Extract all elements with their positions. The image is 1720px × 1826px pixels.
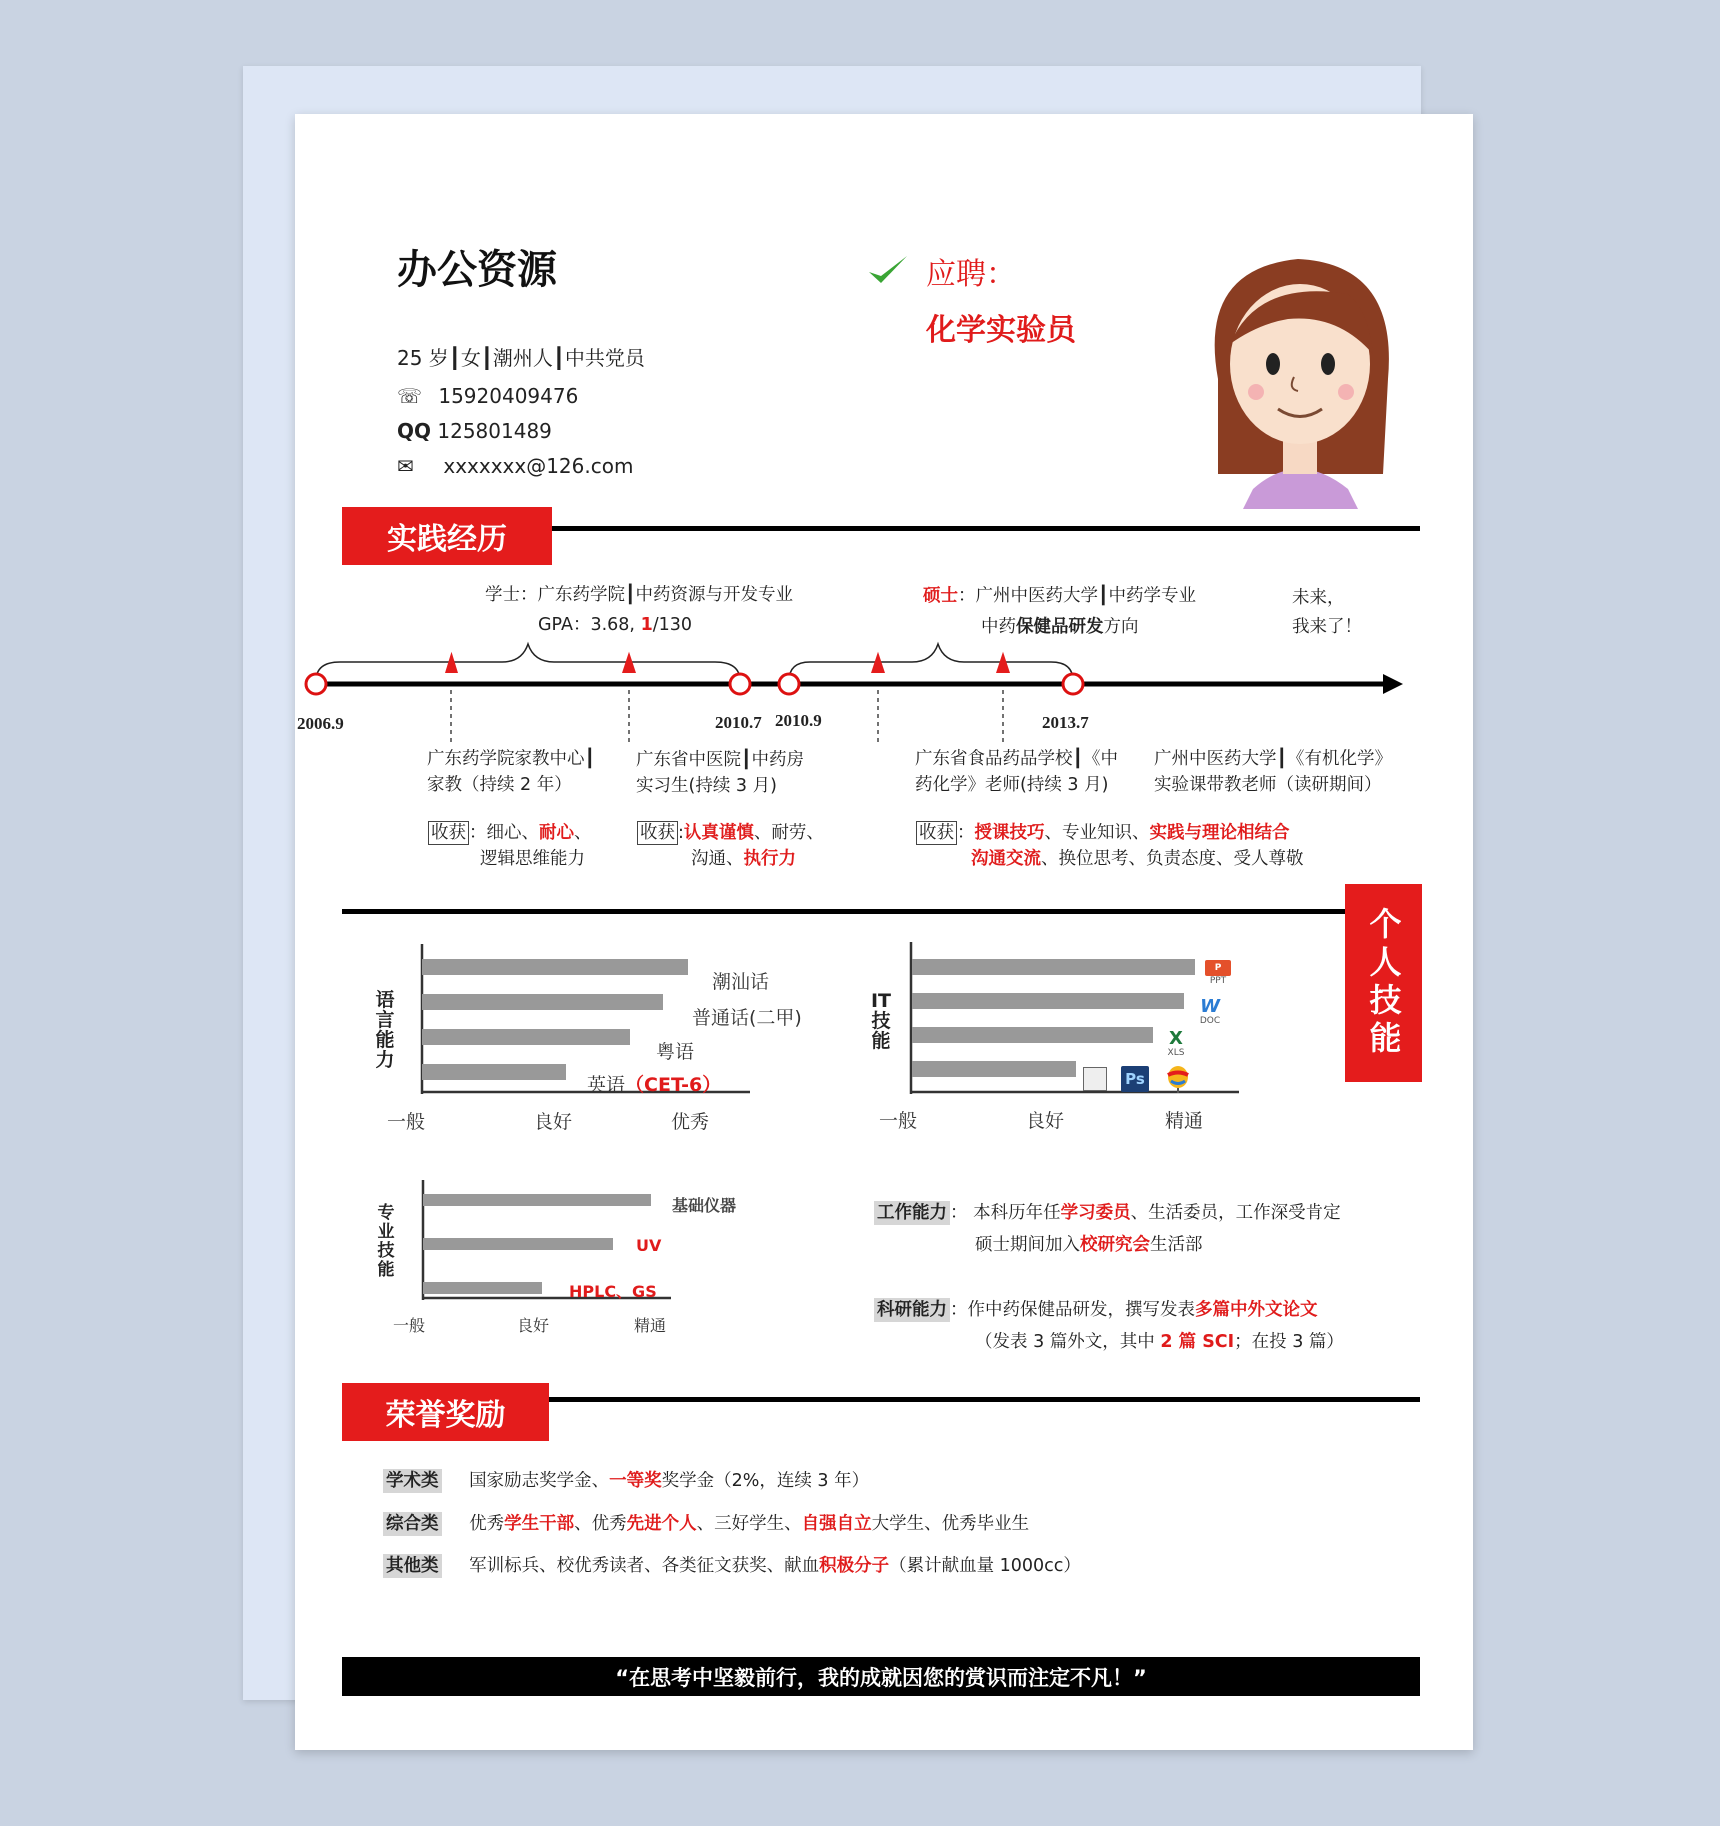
event-line: 实验课带教老师（读研期间）: [1154, 775, 1382, 795]
timeline-node: [1063, 674, 1083, 694]
gain-text: ：细心、: [469, 823, 539, 843]
timeline: [295, 634, 1473, 754]
master-dir-b: 保健品研发: [1016, 617, 1104, 637]
axis-tick: 一般: [393, 1316, 426, 1335]
qq-row: [397, 419, 552, 443]
event-item: [915, 746, 1118, 798]
email-address: xxxxxxx@126.com: [443, 454, 634, 478]
bar-label: 粤语: [656, 1041, 695, 1063]
gain-highlight: 执行力: [743, 849, 796, 869]
gain-label: 收获: [637, 821, 678, 845]
gain-item: [916, 820, 1304, 872]
work-text: 生活部: [1150, 1235, 1203, 1255]
ppt-icon-text: PPT: [1209, 976, 1227, 986]
gain-highlight: 沟通交流: [971, 849, 1041, 869]
gain-text: 、: [574, 823, 592, 843]
qq-number: 125801489: [437, 419, 552, 443]
timeline-node: [306, 674, 326, 694]
section-divider: [342, 909, 1347, 914]
work-ability-line2: [975, 1232, 1203, 1258]
skill-bar: [912, 993, 1184, 1009]
honor-category: 学术类: [383, 1469, 442, 1493]
section-skills-title: 个人技能: [1364, 907, 1403, 1059]
axis-tick: 精通: [1165, 1110, 1204, 1132]
master-brace: [789, 644, 1073, 681]
gain-text: ：: [957, 823, 975, 843]
phone-icon: ☏: [397, 384, 423, 408]
photoshop-icon: Ps: [1121, 1066, 1149, 1092]
date-label: 2013.7: [1042, 713, 1089, 732]
axis-tick: 良好: [517, 1316, 550, 1335]
candidate-name: 办公资源: [397, 247, 557, 293]
gain-highlight: 耐心: [539, 823, 574, 843]
bachelor-info: [485, 582, 793, 608]
honor-text: 优秀: [469, 1514, 505, 1534]
work-text: 本科历年任: [973, 1203, 1061, 1223]
excel-icon-text: XLS: [1167, 1048, 1185, 1058]
event-line: 家教（持续 2 年）: [427, 775, 572, 795]
bachelor-prefix: 学士：: [485, 585, 538, 605]
section-practice-banner: 实践经历: [342, 507, 552, 565]
bar-label-text: 英语: [587, 1074, 626, 1096]
section-divider: [552, 526, 1420, 531]
skill-bar: [422, 994, 663, 1010]
gain-label: 收获: [428, 821, 469, 845]
event-line: 实习生(持续 3 月): [636, 776, 777, 796]
work-text: 、生活委员，工作深受肯定: [1130, 1203, 1341, 1223]
phone-row: [397, 384, 578, 408]
research-text: 作中药保健品研发，撰写发表: [967, 1300, 1195, 1320]
bar-label: 基础仪器: [672, 1196, 737, 1215]
honor-category: 综合类: [383, 1512, 442, 1536]
skill-bar: [423, 1238, 613, 1250]
event-item: [636, 747, 804, 799]
it-chart-label: [867, 991, 895, 1051]
bachelor-brace: [316, 644, 740, 681]
gain-text: 逻辑思维能力: [480, 849, 585, 869]
research-text: ；在投 3 篇）: [1234, 1332, 1344, 1352]
bar-label: HPLC、GS: [569, 1282, 657, 1301]
gain-text: :: [678, 823, 684, 843]
axis-tick: 良好: [1026, 1110, 1065, 1132]
gain-text: 沟通、: [691, 849, 744, 869]
gain-item: [637, 820, 824, 872]
gain-highlight: 实践与理论相结合: [1149, 823, 1290, 843]
future-line-1: 未来，: [1292, 588, 1345, 608]
excel-icon: X XLS: [1163, 1030, 1189, 1060]
event-line: 药化学》老师(持续 3 月): [915, 775, 1109, 795]
event-line: 广东省食品药品学校┃《中: [915, 749, 1119, 769]
gain-label: 收获: [916, 821, 957, 845]
research-colon: ：: [950, 1300, 968, 1320]
honor-highlight: 自强自立: [801, 1514, 872, 1534]
research-ability-line2: [975, 1329, 1344, 1355]
motto-bar: “在思考中坚毅前行，我的成就因您的赏识而注定不凡！”: [342, 1657, 1420, 1696]
word-icon-text: DOC: [1199, 1016, 1221, 1026]
master-dir-c: 方向: [1103, 617, 1139, 637]
skill-bar: [423, 1282, 542, 1294]
balloon-icon: [1165, 1066, 1191, 1094]
section-skills-banner: [1345, 884, 1422, 1082]
research-highlight: 2 篇 SCI: [1160, 1332, 1235, 1352]
skill-bar: [912, 959, 1195, 975]
apply-label: 应聘：: [926, 257, 1016, 292]
event-item: [427, 746, 595, 798]
master-dir-a: 中药: [981, 617, 1016, 637]
timeline-arrow: [1383, 674, 1403, 694]
image-editor-icon: [1083, 1067, 1107, 1091]
axis-tick: 一般: [387, 1111, 426, 1133]
skill-bar: [912, 1061, 1076, 1077]
research-text: （发表 3 篇外文，其中: [975, 1332, 1161, 1352]
master-info: [923, 583, 1196, 609]
avatar: [1198, 249, 1403, 509]
work-text: 硕士期间加入: [975, 1235, 1080, 1255]
gain-highlight: 认真谨慎: [683, 823, 754, 843]
honor-text: 大学生、优秀毕业生: [871, 1514, 1030, 1534]
gain-text: 、专业知识、: [1044, 823, 1150, 843]
gain-highlight: 授课技巧: [974, 823, 1045, 843]
check-icon: [866, 252, 910, 288]
research-highlight: 多篇中外文论文: [1195, 1300, 1318, 1320]
it-label-rest: 技能: [871, 1010, 891, 1052]
honor-text: 、优秀: [574, 1514, 627, 1534]
date-label: 2006.9: [297, 714, 344, 733]
work-highlight: 学习委员: [1060, 1203, 1131, 1223]
master-text: ：广州中医药大学┃中药学专业: [958, 586, 1197, 606]
qq-label: QQ: [397, 419, 432, 443]
research-ability: [874, 1297, 1318, 1323]
axis-tick: 良好: [534, 1111, 573, 1133]
timeline-node: [730, 674, 750, 694]
bar-label: 潮汕话: [712, 971, 770, 993]
research-ability-label: 科研能力: [874, 1298, 950, 1322]
bar-label: 普通话(二甲): [692, 1007, 802, 1029]
honor-highlight: 积极分子: [819, 1556, 890, 1576]
professional-chart-label: 专业技能: [377, 1203, 395, 1280]
bar-label: UV: [636, 1236, 662, 1255]
honor-text: 、三好学生、: [696, 1514, 802, 1534]
work-colon: ：: [950, 1203, 968, 1223]
honor-text: 军训标兵、校优秀读者、各类征文获奖、献血: [469, 1556, 820, 1576]
axis-tick: 一般: [879, 1110, 918, 1132]
section-divider: [549, 1397, 1420, 1402]
section-honors-banner: 荣誉奖励: [342, 1383, 549, 1441]
ppt-icon: P PPT: [1205, 960, 1231, 988]
honor-row: [383, 1511, 1029, 1537]
honor-highlight: 学生干部: [504, 1514, 575, 1534]
phone-number: 15920409476: [438, 384, 579, 408]
bachelor-text: 广东药学院┃中药资源与开发专业: [537, 585, 794, 605]
honor-text: 国家励志奖学金、: [469, 1471, 610, 1491]
skill-bar: [422, 959, 688, 975]
word-icon: W DOC: [1197, 998, 1223, 1028]
honor-category: 其他类: [383, 1554, 442, 1578]
work-ability-label: 工作能力: [874, 1201, 950, 1225]
skill-bar: [912, 1027, 1153, 1043]
gpa-rank: 1: [640, 615, 653, 635]
gpa-total: /130: [652, 615, 693, 635]
work-highlight: 校研究会: [1080, 1235, 1150, 1255]
event-line: 广州中医药大学┃《有机化学》: [1154, 749, 1393, 769]
timeline-node: [779, 674, 799, 694]
honor-row: [383, 1553, 1081, 1579]
axis-tick: 精通: [634, 1316, 667, 1335]
date-label: 2010.7: [715, 713, 762, 732]
event-line: 广东药学院家教中心┃: [427, 749, 596, 769]
bar-label-highlight: （CET-6）: [625, 1074, 722, 1096]
master-prefix: 硕士: [923, 586, 958, 606]
gain-item: [428, 820, 592, 872]
gain-text: 、耐劳、: [753, 823, 824, 843]
event-line: 广东省中医院┃中药房: [636, 750, 805, 770]
language-chart-label: 语言能力: [375, 989, 395, 1071]
future-line-2: 我来了！: [1292, 617, 1362, 637]
skill-bar: [422, 1029, 630, 1045]
gpa-text: GPA：3.68,: [538, 615, 641, 635]
honor-highlight: 一等奖: [609, 1471, 662, 1491]
honor-row: [383, 1468, 869, 1494]
honor-highlight: 先进个人: [626, 1514, 697, 1534]
mail-icon: ✉: [397, 454, 414, 478]
basic-info: 25 岁┃女┃潮州人┃中共党员: [397, 346, 645, 370]
event-item: [1154, 746, 1392, 798]
work-ability: [874, 1200, 1341, 1226]
honor-text: 奖学金（2%，连续 3 年）: [661, 1471, 870, 1491]
apply-position: 化学实验员: [926, 313, 1076, 348]
honor-text: （累计献血量 1000cc）: [889, 1556, 1081, 1576]
it-label-top: IT: [870, 990, 892, 1012]
axis-tick: 优秀: [671, 1111, 710, 1133]
skill-bar: [422, 1064, 566, 1080]
date-label: 2010.9: [775, 711, 822, 730]
email-row: [397, 454, 633, 478]
gain-text: 、换位思考、负责态度、受人尊敬: [1041, 849, 1304, 869]
resume-page: [295, 114, 1473, 1750]
bar-label: [587, 1070, 721, 1097]
skill-bar: [423, 1194, 651, 1206]
